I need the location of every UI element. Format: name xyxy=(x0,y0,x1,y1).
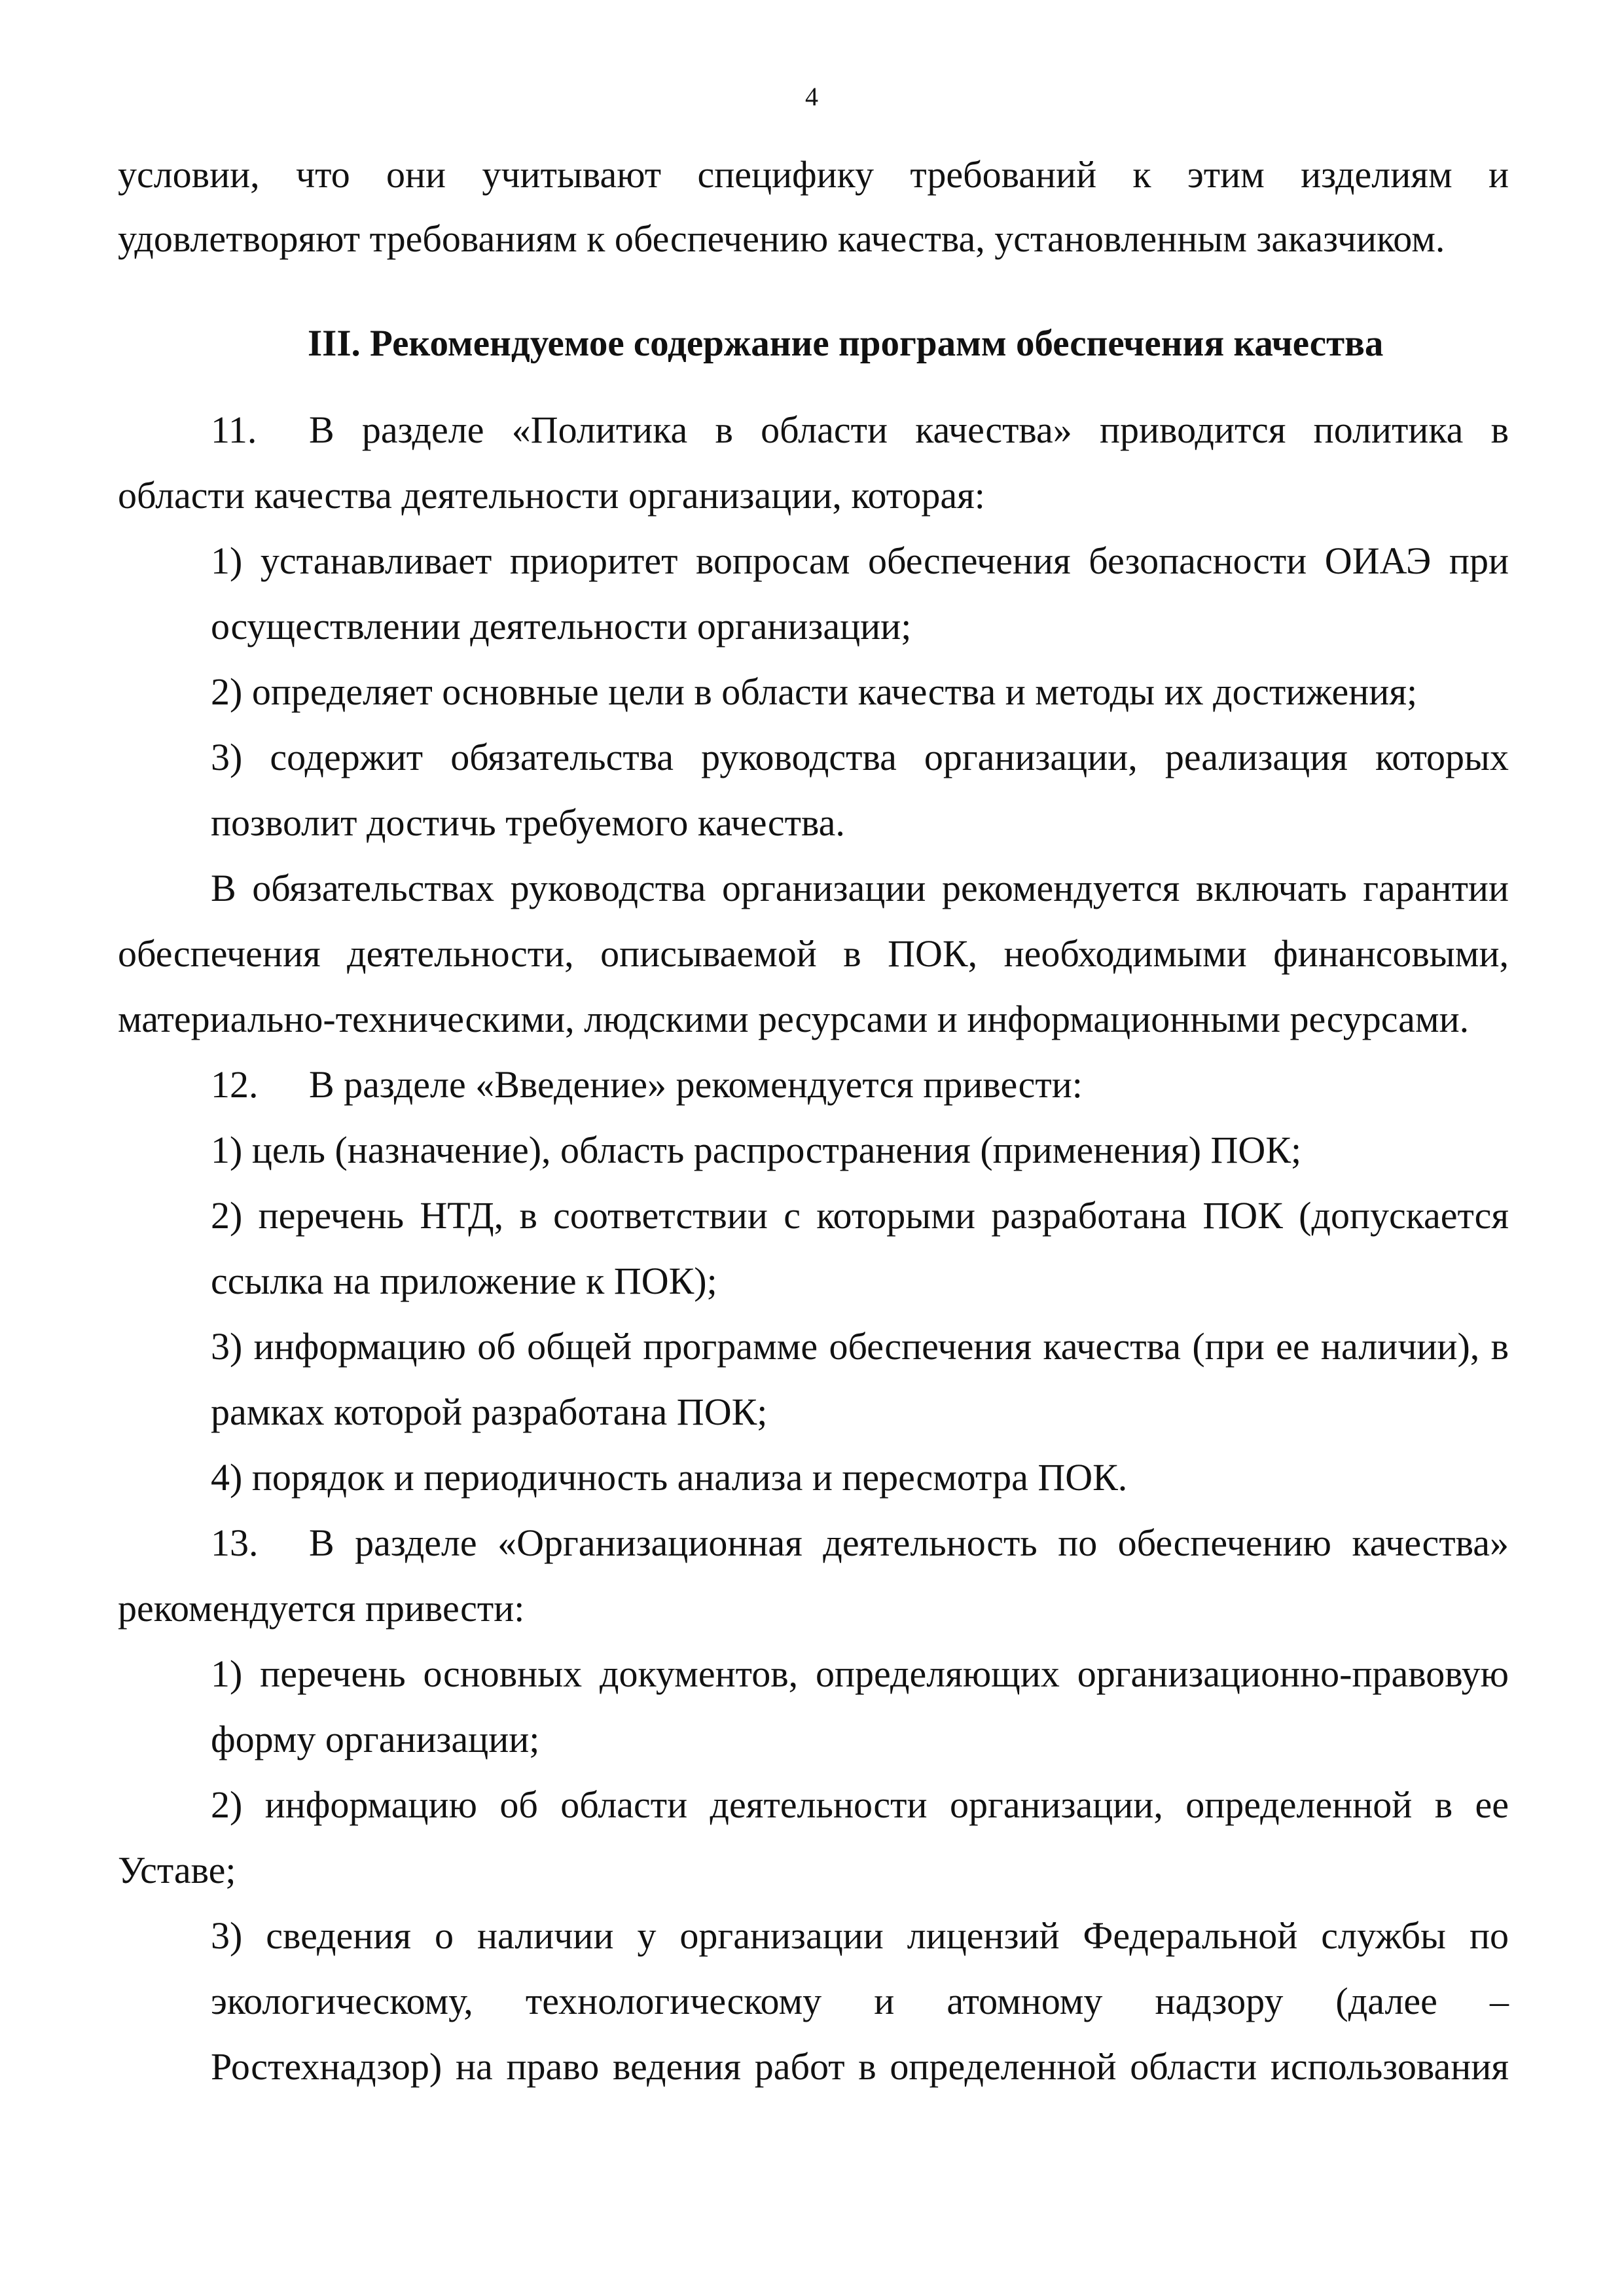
list-item: 3) сведения о наличии у организации лицензий Федеральной службы по xyxy=(211,1914,1509,1957)
paragraph-number: 12. xyxy=(211,1063,259,1106)
list-item: 4) порядок и периодичность анализа и пересмотра ПОК. xyxy=(211,1456,1128,1499)
paragraph-number: 11. xyxy=(211,409,257,451)
list-item: 2) определяет основные цели в области качества и методы их достижения; xyxy=(211,670,1418,713)
text-line: условии, что они учитывают специфику требований к этим изделиям и xyxy=(118,153,1509,196)
paragraph-number: 13. xyxy=(211,1522,259,1564)
text-line: В разделе «Введение» рекомендуется привести: xyxy=(309,1063,1083,1106)
text-line: В разделе «Организационная деятельность по обеспечению качества» xyxy=(309,1522,1509,1564)
list-item: 1) цель (назначение), область распространения (применения) ПОК; xyxy=(211,1129,1302,1171)
list-item-continuation: Уставе; xyxy=(118,1849,236,1891)
list-item-continuation: осуществлении деятельности организации; xyxy=(211,605,912,647)
text-line: рекомендуется привести: xyxy=(118,1587,525,1630)
section-heading: III. Рекомендуемое содержание программ обеспечения качества xyxy=(308,323,1384,364)
list-item-continuation: Ростехнадзор) на право ведения работ в определенной области использования xyxy=(211,2045,1509,2088)
text-line: обеспечения деятельности, описываемой в ПОК, необходимыми финансовыми, xyxy=(118,932,1509,975)
text-line: В обязательствах руководства организации рекомендуется включать гарантии xyxy=(211,867,1509,909)
list-item-continuation: ссылка на приложение к ПОК); xyxy=(211,1260,717,1302)
list-item: 2) перечень НТД, в соответствии с которыми разработана ПОК (допускается xyxy=(211,1194,1509,1237)
list-item: 1) перечень основных документов, определяющих организационно-правовую xyxy=(211,1652,1509,1695)
list-item-continuation: позволит достичь требуемого качества. xyxy=(211,801,845,844)
text-line: В разделе «Политика в области качества» приводится политика в xyxy=(309,409,1509,451)
list-item-continuation: форму организации; xyxy=(211,1718,540,1760)
text-line: материально-техническими, людскими ресурсами и информационными ресурсами. xyxy=(118,998,1470,1040)
list-item: 3) содержит обязательства руководства организации, реализация которых xyxy=(211,736,1509,778)
list-item: 1) устанавливает приоритет вопросам обеспечения безопасности ОИАЭ при xyxy=(211,539,1509,582)
list-item: 3) информацию об общей программе обеспечения качества (при ее наличии), в xyxy=(211,1325,1509,1368)
text-line: удовлетворяют требованиям к обеспечению качества, установленным заказчиком. xyxy=(118,217,1445,260)
list-item-continuation: экологическому, технологическому и атомному надзору (далее – xyxy=(211,1980,1509,2022)
text-line: области качества деятельности организации, которая: xyxy=(118,474,985,517)
page-number: 4 xyxy=(805,82,818,111)
list-item-continuation: рамках которой разработана ПОК; xyxy=(211,1391,768,1433)
list-item: 2) информацию об области деятельности организации, определенной в ее xyxy=(211,1783,1509,1826)
